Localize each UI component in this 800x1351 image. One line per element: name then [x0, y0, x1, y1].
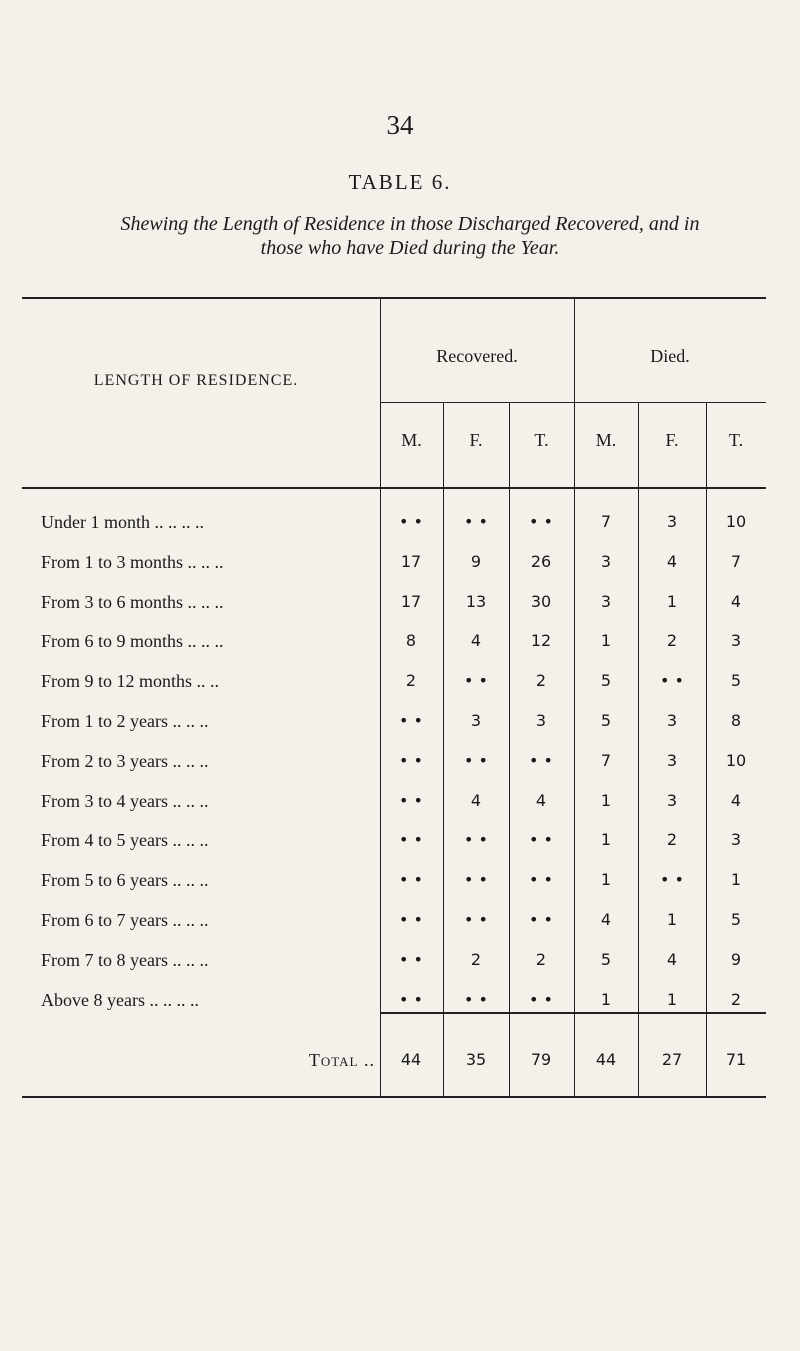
row-value: 5: [600, 671, 612, 691]
row-label: From 6 to 9 months .. .. ..: [41, 631, 224, 652]
column-header-recovered-m: M.: [401, 430, 422, 450]
row-value: 17: [400, 551, 422, 571]
row-value: • •: [464, 512, 488, 531]
row-value: 9: [730, 949, 742, 969]
row-value: 3: [730, 631, 742, 651]
row-value: 3: [600, 551, 612, 571]
row-value: 9: [470, 551, 482, 571]
row-value: 10: [725, 750, 747, 770]
row-value: • •: [660, 671, 684, 691]
row-value: 8: [405, 631, 417, 651]
row-value: 7: [600, 512, 612, 531]
row-value: 7: [730, 551, 742, 571]
row-label: Above 8 years .. .. .. ..: [41, 989, 199, 1010]
row-value: • •: [464, 989, 488, 1009]
row-value: 4: [470, 790, 482, 810]
row-value: • •: [529, 910, 553, 929]
row-label: From 6 to 7 years .. .. ..: [41, 910, 209, 930]
total-value: 44: [400, 1050, 422, 1069]
row-value: 3: [470, 711, 482, 730]
row-value: 5: [600, 711, 612, 730]
table-row: [0, 592, 800, 630]
died-header: Died.: [650, 346, 690, 366]
row-value: • •: [399, 790, 423, 810]
total-row: [0, 1050, 800, 1088]
row-label: From 3 to 4 years .. .. ..: [41, 790, 209, 811]
row-value: 3: [666, 711, 678, 730]
row-value: • •: [399, 949, 423, 969]
row-value: 5: [730, 910, 742, 929]
row-value: 1: [600, 989, 612, 1009]
row-value: • •: [464, 870, 488, 890]
row-value: 30: [530, 591, 552, 611]
row-value: 1: [600, 870, 612, 890]
row-value: • •: [399, 870, 423, 890]
row-value: • •: [660, 870, 684, 890]
row-value: • •: [399, 830, 423, 850]
row-value: 3: [535, 711, 547, 730]
row-value: 7: [600, 750, 612, 770]
row-value: 2: [535, 949, 547, 969]
row-value: 1: [600, 790, 612, 810]
total-value: 35: [465, 1050, 487, 1069]
row-value: 17: [400, 591, 422, 611]
column-header-died-m: M.: [595, 430, 617, 450]
row-label: From 4 to 5 years .. .. ..: [41, 830, 209, 851]
row-value: 2: [666, 631, 678, 651]
row-label: From 1 to 2 years .. .. ..: [41, 711, 209, 731]
row-label: From 1 to 3 months .. .. ..: [41, 551, 224, 572]
row-value: 2: [730, 989, 742, 1009]
row-value: 4: [600, 910, 612, 929]
row-label: From 3 to 6 months .. .. ..: [41, 591, 224, 612]
row-value: 3: [666, 512, 678, 531]
row-value: 4: [666, 551, 678, 571]
table-row: [0, 950, 800, 988]
row-value: • •: [464, 750, 488, 770]
row-value: 1: [666, 989, 678, 1009]
column-header-died-f: F.: [665, 430, 679, 450]
table-row: [0, 552, 800, 590]
subtitle-line-2: those who have Died during the Year.: [260, 237, 560, 259]
row-value: 4: [535, 790, 547, 810]
row-value: • •: [529, 830, 553, 850]
row-value: • •: [529, 512, 553, 531]
table-subtitle: [60, 212, 760, 260]
table-row: [0, 751, 800, 789]
row-value: 3: [666, 790, 678, 810]
row-label: Under 1 month .. .. .. ..: [41, 512, 204, 532]
length-of-residence-header: LENGTH OF RESIDENCE.: [93, 372, 299, 389]
row-value: 2: [666, 830, 678, 850]
row-value: 4: [666, 949, 678, 969]
row-value: 4: [730, 790, 742, 810]
row-value: 8: [730, 711, 742, 730]
subtitle-line-1: Shewing the Length of Residence in those Discharged Recovered, and in: [120, 213, 700, 235]
column-header-recovered-f: F.: [469, 430, 483, 450]
table-title: TABLE 6.: [348, 170, 452, 194]
row-value: 10: [725, 512, 747, 531]
row-value: 1: [730, 870, 742, 890]
total-label: Total ..: [308, 1050, 375, 1070]
table-row: [0, 990, 800, 1028]
total-value: 27: [661, 1050, 683, 1069]
row-value: 13: [465, 591, 487, 611]
table-row: [0, 910, 800, 948]
recovered-header: Recovered.: [436, 346, 518, 366]
header-bottom-rule: [22, 487, 766, 489]
table-row: [0, 631, 800, 669]
total-value: 79: [530, 1050, 552, 1069]
row-value: 2: [405, 671, 417, 691]
row-value: • •: [529, 870, 553, 890]
table-top-rule: [22, 297, 766, 299]
row-value: 4: [470, 631, 482, 651]
row-value: • •: [399, 989, 423, 1009]
row-value: 3: [730, 830, 742, 850]
row-value: 5: [730, 671, 742, 691]
row-value: 2: [470, 949, 482, 969]
row-value: 3: [600, 591, 612, 611]
table-bottom-rule: [22, 1096, 766, 1098]
row-label: From 7 to 8 years .. .. ..: [41, 949, 209, 970]
row-value: • •: [529, 989, 553, 1009]
total-value: 44: [595, 1050, 617, 1069]
row-value: 1: [600, 631, 612, 651]
column-header-died-t: T.: [728, 430, 744, 450]
row-value: • •: [464, 830, 488, 850]
table-row: [0, 671, 800, 709]
table-row: [0, 512, 800, 550]
group-header-rule: [380, 402, 766, 403]
row-value: • •: [464, 910, 488, 929]
row-value: • •: [399, 750, 423, 770]
row-value: • •: [399, 910, 423, 929]
row-value: 5: [600, 949, 612, 969]
table-row: [0, 830, 800, 868]
row-value: • •: [399, 711, 423, 730]
row-value: 1: [666, 591, 678, 611]
row-label: From 5 to 6 years .. .. ..: [41, 870, 209, 891]
row-value: 4: [730, 591, 742, 611]
table-row: [0, 870, 800, 908]
total-value: 71: [725, 1050, 747, 1069]
row-value: 12: [530, 631, 552, 651]
row-label: From 2 to 3 years .. .. ..: [41, 750, 209, 771]
row-value: • •: [464, 671, 488, 691]
row-value: 1: [600, 830, 612, 850]
row-value: 26: [530, 551, 552, 571]
table-row: [0, 711, 800, 749]
row-value: • •: [529, 750, 553, 770]
row-value: 3: [666, 750, 678, 770]
row-label: From 9 to 12 months .. ..: [41, 671, 220, 692]
row-value: 1: [666, 910, 678, 929]
row-value: 2: [535, 671, 547, 691]
page-number: 34: [386, 110, 414, 140]
column-header-recovered-t: T.: [534, 430, 549, 450]
row-value: • •: [399, 512, 423, 531]
table-row: [0, 791, 800, 829]
